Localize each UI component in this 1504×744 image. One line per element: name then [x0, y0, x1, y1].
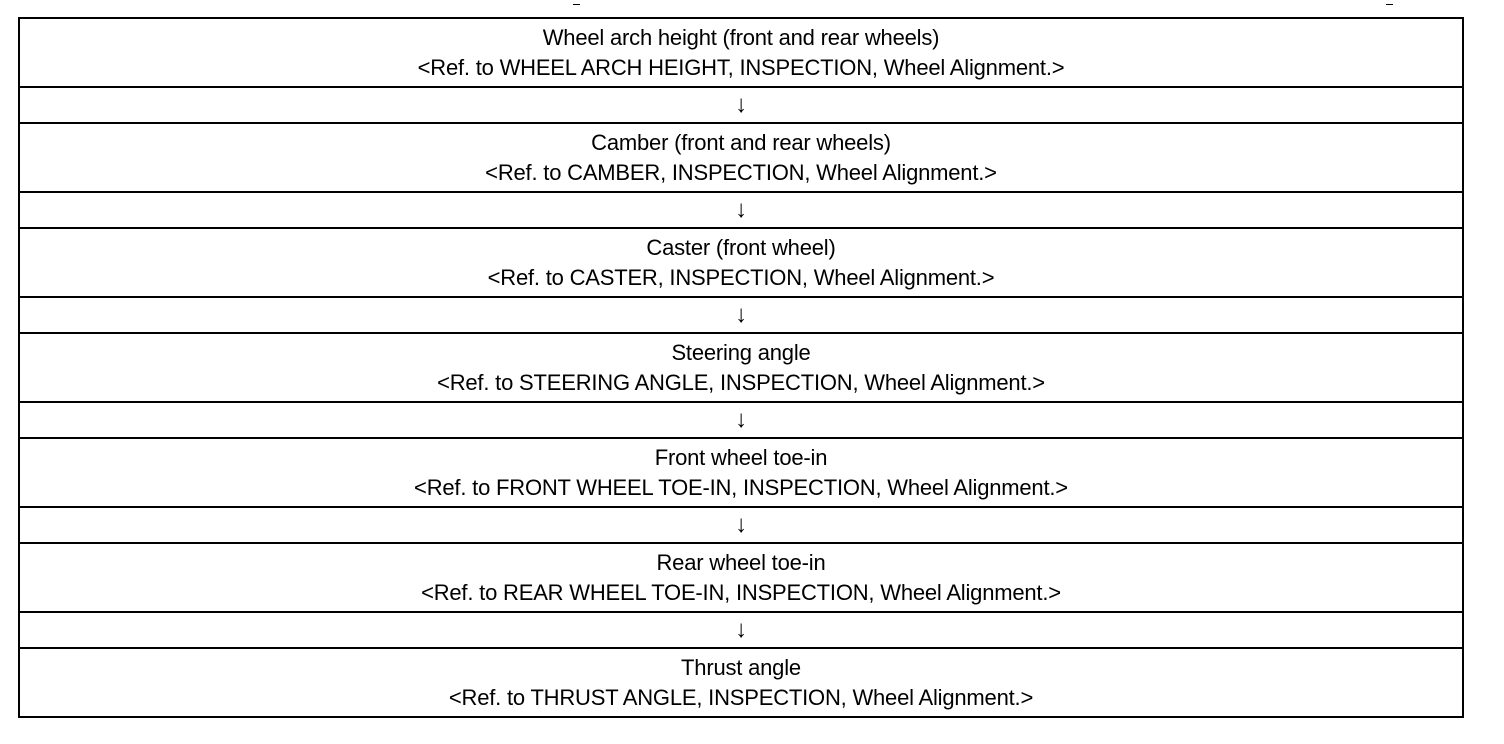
top-tick-mark-left — [573, 4, 580, 5]
procedure-arrow-row — [19, 402, 1463, 438]
step-cell — [19, 648, 1463, 717]
step-reference-link[interactable]: <Ref. to WHEEL ARCH HEIGHT, INSPECTION, Wheel Alignment.> — [417, 54, 1065, 80]
procedure-arrow-row — [19, 192, 1463, 228]
step-title: Front wheel toe-in — [654, 444, 828, 470]
procedure-step — [19, 228, 1463, 297]
procedure-step — [19, 543, 1463, 612]
step-title: Rear wheel toe-in — [656, 549, 826, 575]
alignment-procedure-table — [18, 17, 1464, 718]
down-arrow-icon: ↓ — [19, 87, 1463, 123]
procedure-step — [19, 18, 1463, 87]
step-cell — [19, 18, 1463, 87]
top-tick-mark-right — [1386, 4, 1393, 5]
down-arrow-icon: ↓ — [19, 192, 1463, 228]
down-arrow-icon: ↓ — [19, 507, 1463, 543]
procedure-step — [19, 438, 1463, 507]
step-title: Camber (front and rear wheels) — [591, 129, 891, 155]
down-arrow-icon: ↓ — [19, 612, 1463, 648]
step-reference-link[interactable]: <Ref. to CASTER, INSPECTION, Wheel Alignment.> — [487, 264, 995, 290]
step-title: Thrust angle — [681, 654, 801, 680]
step-reference-link[interactable]: <Ref. to REAR WHEEL TOE-IN, INSPECTION, Wheel Alignment.> — [421, 579, 1061, 605]
step-cell — [19, 123, 1463, 192]
procedure-step — [19, 333, 1463, 402]
step-title: Wheel arch height (front and rear wheels) — [542, 24, 940, 50]
procedure-step — [19, 648, 1463, 717]
step-reference-link[interactable]: <Ref. to CAMBER, INSPECTION, Wheel Alignment.> — [485, 159, 997, 185]
procedure-step — [19, 123, 1463, 192]
step-cell — [19, 438, 1463, 507]
step-cell — [19, 333, 1463, 402]
procedure-arrow-row — [19, 612, 1463, 648]
step-reference-link[interactable]: <Ref. to FRONT WHEEL TOE-IN, INSPECTION, Wheel Alignment.> — [414, 474, 1068, 500]
procedure-arrow-row — [19, 87, 1463, 123]
down-arrow-icon: ↓ — [19, 402, 1463, 438]
procedure-arrow-row — [19, 507, 1463, 543]
procedure-arrow-row — [19, 297, 1463, 333]
step-reference-link[interactable]: <Ref. to THRUST ANGLE, INSPECTION, Wheel Alignment.> — [448, 684, 1034, 710]
step-title: Steering angle — [671, 339, 811, 365]
step-title: Caster (front wheel) — [646, 234, 836, 260]
step-reference-link[interactable]: <Ref. to STEERING ANGLE, INSPECTION, Wheel Alignment.> — [437, 369, 1045, 395]
down-arrow-icon: ↓ — [19, 297, 1463, 333]
step-cell — [19, 228, 1463, 297]
step-cell — [19, 543, 1463, 612]
